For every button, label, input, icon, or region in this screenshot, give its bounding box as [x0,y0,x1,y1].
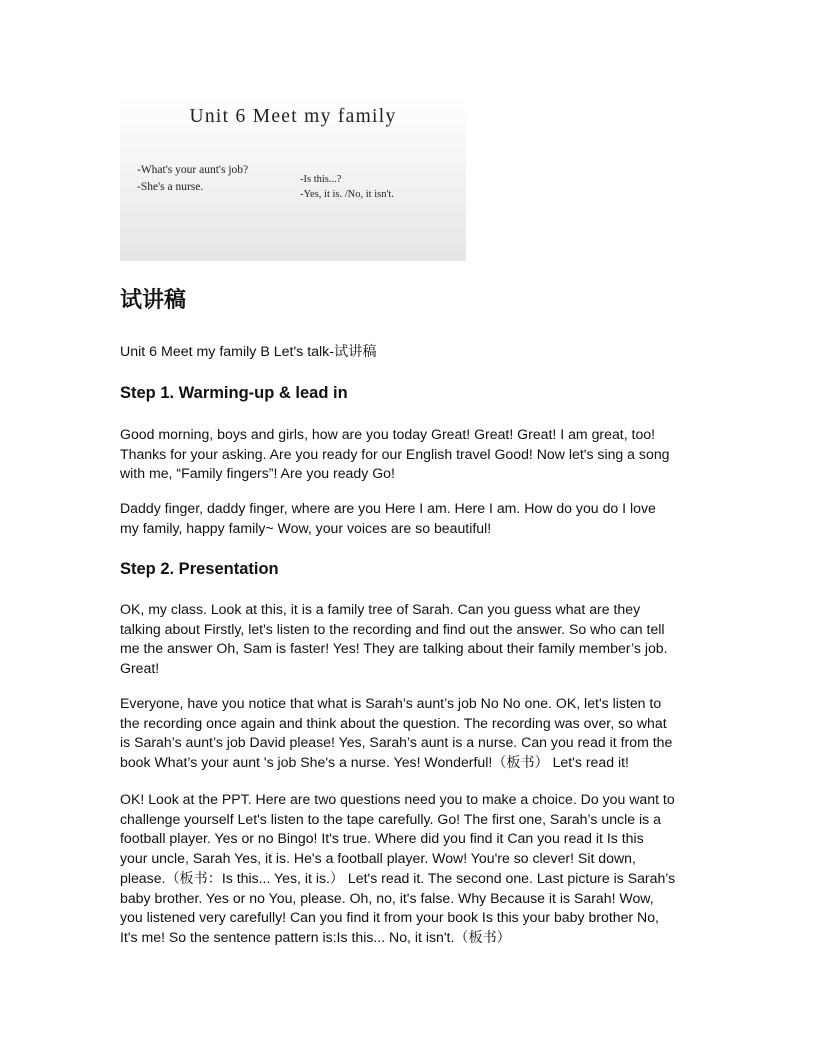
text-line: football player. Yes or no Bingo! It's true. Where did you find it Can you read it Is this [120,830,644,847]
text-line: please.（板书：Is this... Yes, it is.） Let's read it. The second one. Last picture is Sarah’s [120,869,676,886]
document-title: 试讲稿 [120,288,187,313]
text-line: the recording once again and think about the question. The recording was over, so what [120,714,667,731]
document-subtitle: Unit 6 Meet my family B Let's talk-试讲稿 [120,344,377,360]
text-line: me the answer Oh, Sam is faster! Yes! They are talking about their family member’s job. [120,640,668,657]
step2-heading: Step 2. Presentation [120,560,279,578]
text-line: is Sarah’s aunt’s job David please! Yes, Sarah’s aunt is a nurse. Can you read it from the [120,734,673,751]
text-line: your uncle, Sarah Yes, it is. He's a football player. Wow! You're so clever! Sit down, [120,850,636,867]
text-line: baby brother. Yes or no You, please. Oh, no, it's false. Why Because it is Sarah! Wow, [120,889,654,906]
slide-line: -Is this...? [300,174,342,185]
slide-line: -She's a nurse. [137,181,204,193]
step2-paragraph-3 [120,790,700,948]
text-line: Great! [120,660,160,677]
text-line: It's me! So the sentence pattern is:Is this... No, it isn't.（板书） [120,928,511,945]
text-line: talking about Firstly, let's listen to the recording and find out the answer. So who can tell [120,620,665,637]
slide-right-dialogue [300,172,394,202]
text-line: OK, my class. Look at this, it is a family tree of Sarah. Can you guess what are they [120,601,641,617]
text-line: book What’s your aunt 's job She's a nurse. Yes! Wonderful!（板书） Let's read it! [120,754,629,771]
text-line: Daddy finger, daddy finger, where are you Here I am. Here I am. How do you do I love [120,500,656,516]
slide-thumbnail [120,97,466,261]
step2-paragraph-2 [120,694,700,773]
text-line: OK! Look at the PPT. Here are two questions need you to make a choice. Do you want to [120,791,675,807]
text-line: Thanks for your asking. Are you ready for our English travel Good! Now let's sing a song [120,445,670,462]
text-line: you listened very carefully! Can you find it from your book Is this your baby brother No, [120,909,659,926]
step2-paragraph-1 [120,600,700,679]
slide-left-dialogue [137,162,248,196]
text-line: challenge yourself Let's listen to the tape carefully. Go! The first one, Sarah’s uncle is a [120,810,661,827]
text-line: Everyone, have you notice that what is Sarah’s aunt’s job No No one. OK, let's listen to [120,695,662,711]
text-line: with me, “Family fingers”! Are you ready Go! [120,465,395,482]
slide-title: Unit 6 Meet my family [189,106,397,127]
text-line: my family, happy family~ Wow, your voices are so beautiful! [120,519,492,536]
slide-line: -What's your aunt's job? [137,164,249,176]
step1-heading: Step 1. Warming-up & lead in [120,384,348,402]
text-line: Good morning, boys and girls, how are you today Great! Great! Great! I am great, too! [120,426,656,442]
step1-paragraph-1 [120,425,700,484]
slide-line: -Yes, it is. /No, it isn't. [300,189,394,200]
step1-paragraph-2 [120,499,700,538]
